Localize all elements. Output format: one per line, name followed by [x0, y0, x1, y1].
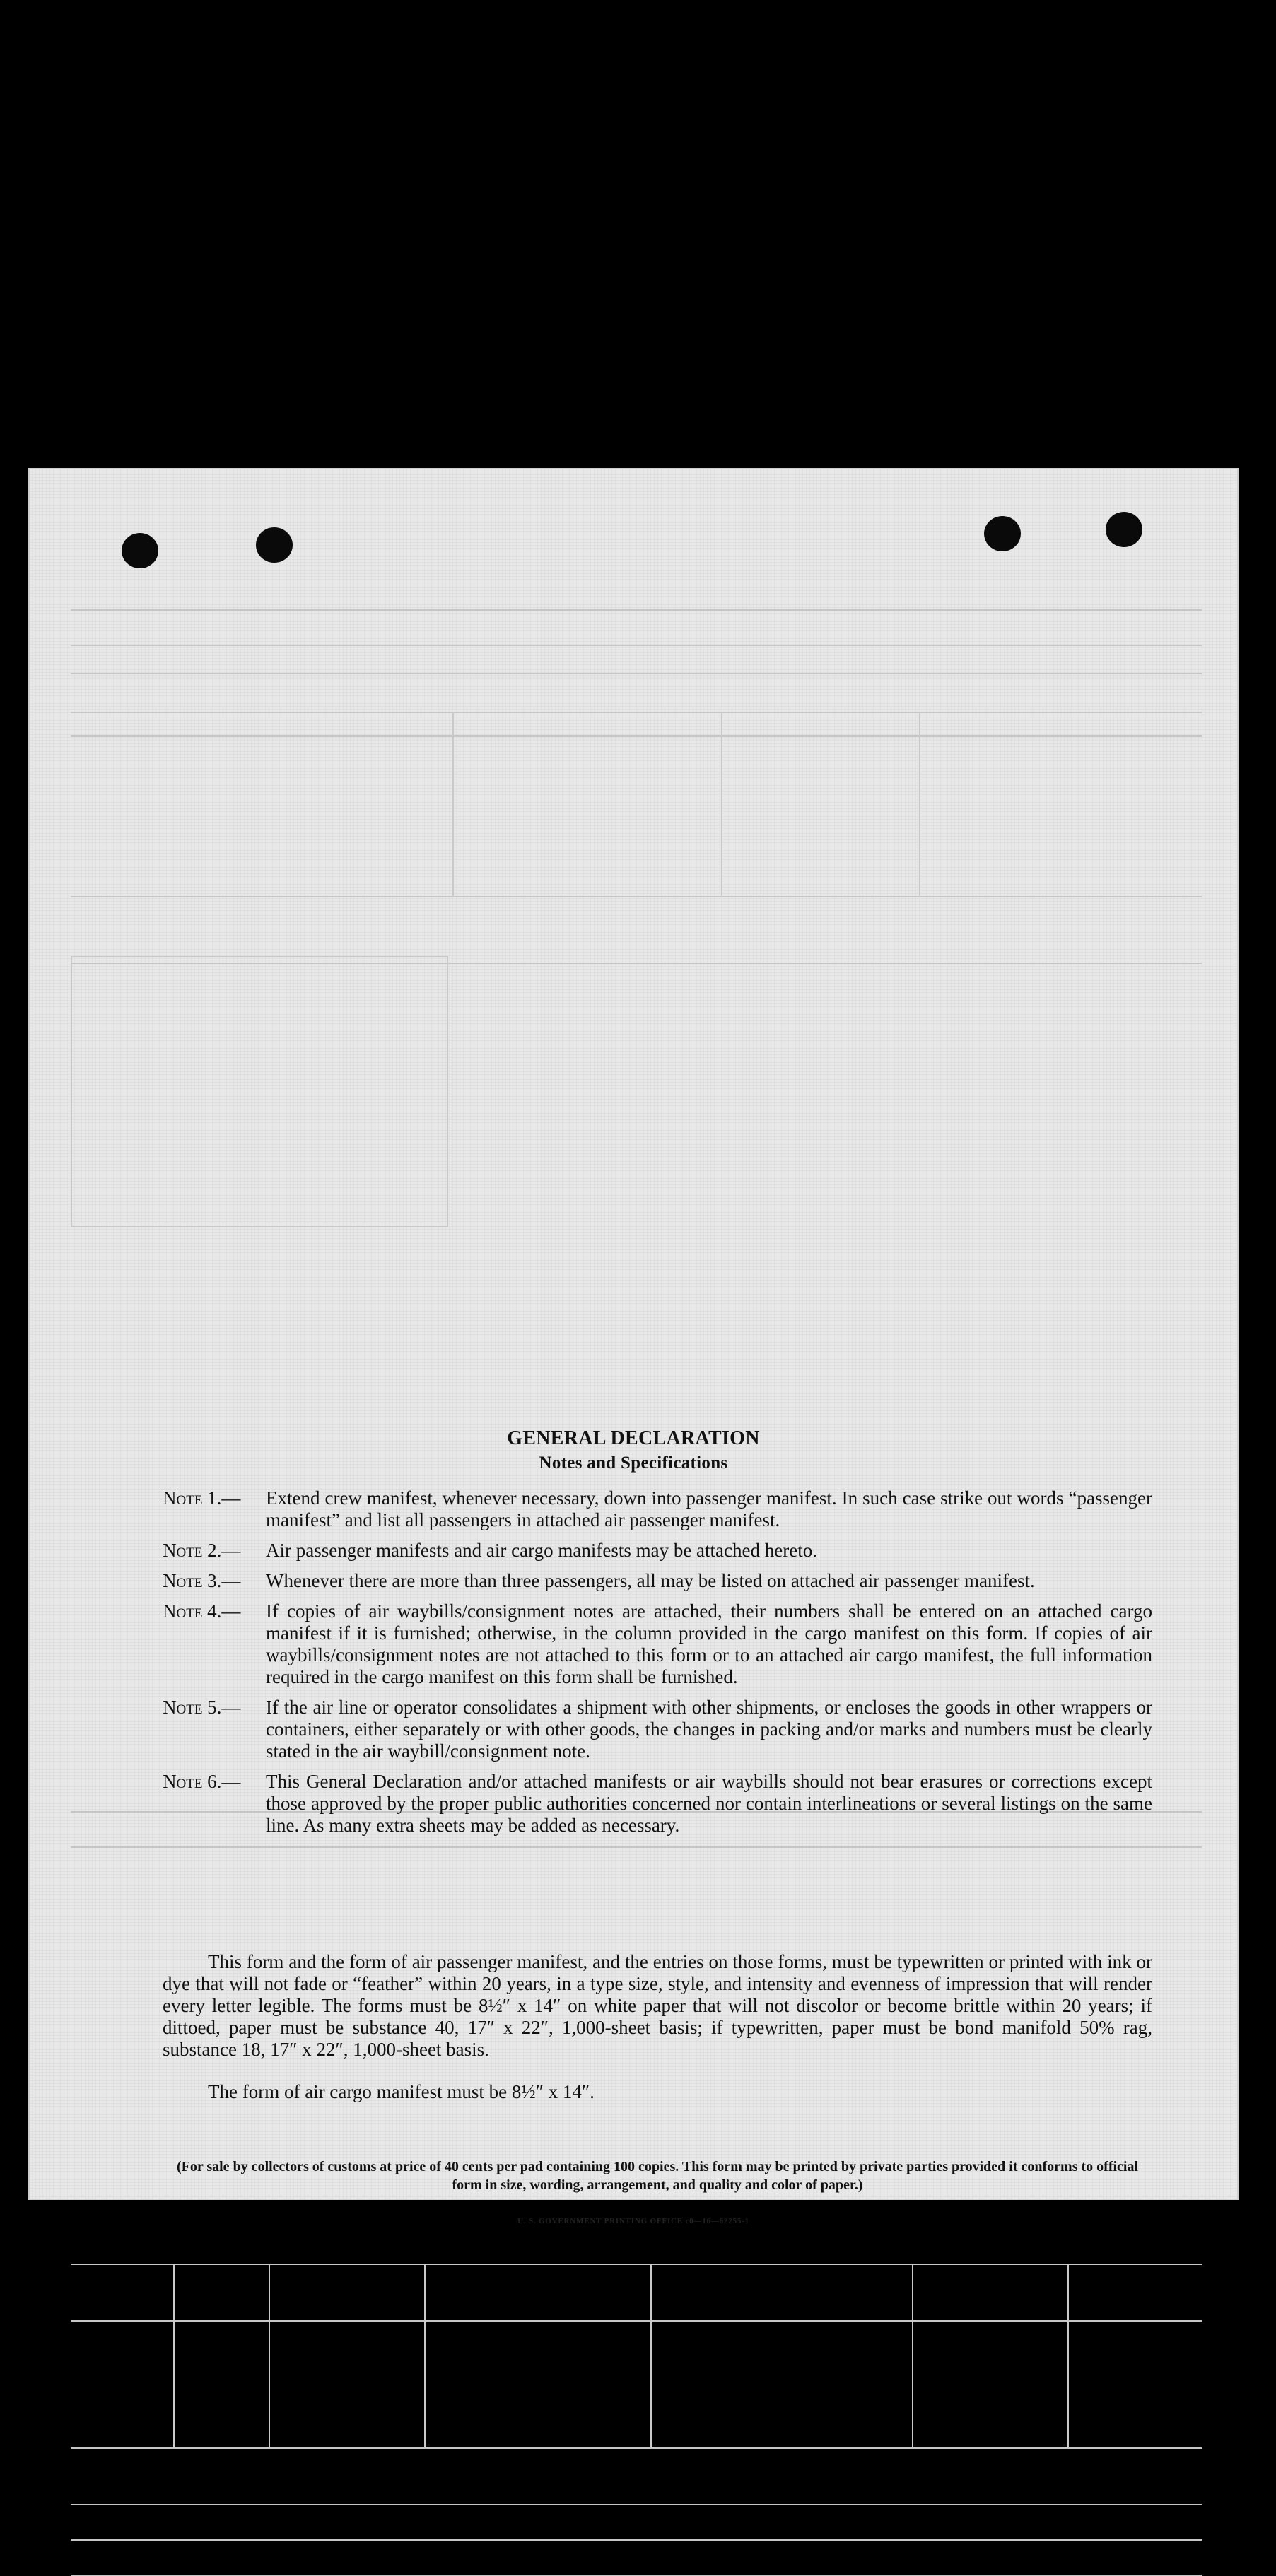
- note-item: [163, 1540, 1152, 1562]
- note-text: If the air line or operator consolidates a shipment with other shipments, or encloses the goods in other wrappers or containers, either separately or with other goods, the changes in packing and/or marks and numbers must be clearly stated in the air waybill/consignment note.: [266, 1697, 1152, 1762]
- note-item: [163, 1487, 1152, 1531]
- cargo-form-size: The form of air cargo manifest must be 8½″ x 14″.: [208, 2081, 595, 2102]
- printing-office-line: U. S. GOVERNMENT PRINTING OFFICE c0—16—62255-1: [517, 2217, 749, 2225]
- note-text: Air passenger manifests and air cargo manifests may be attached hereto.: [266, 1540, 817, 1561]
- note-label: Note 5.—: [163, 1697, 241, 1718]
- note-text: Extend crew manifest, whenever necessary, down into passenger manifest. In such case strike out words “passenger manifest” and list all passengers in attached air passenger manifest.: [266, 1487, 1152, 1530]
- note-label: Note 2.—: [163, 1540, 241, 1561]
- specification-paragraph: This form and the form of air passenger manifest, and the entries on those forms, must be typewritten or printed with ink or dye that will not fade or “feather” within 20 years, in a type size, style, and intensity and evenness of impression that will render every letter legible. The forms must be 8½″ x 14″ on white paper that will not discolor or become brittle within 20 years; if dittoed, paper must be substance 40, 17″ x 22″, 1,000-sheet basis; if typewritten, paper must be bond manifold 50% rag, substance 18, 17″ x 22″, 1,000-sheet basis.: [163, 1951, 1152, 2060]
- note-label: Note 3.—: [163, 1570, 241, 1591]
- punch-hole-left-1: [122, 533, 158, 568]
- document-page: [28, 468, 1239, 2225]
- punch-hole-right-2: [1106, 512, 1142, 547]
- note-text: Whenever there are more than three passengers, all may be listed on attached air passenger manifest.: [266, 1570, 1035, 1591]
- note-label: Note 6.—: [163, 1771, 241, 1792]
- page-title: GENERAL DECLARATION: [507, 1427, 760, 1449]
- note-label: Note 4.—: [163, 1600, 241, 1622]
- note-text: If copies of air waybills/consignment notes are attached, their numbers shall be entered on an attached cargo manifest if it is furnished; otherwise, in the column provided in the cargo manifest on this form. If copies of air waybills/consignment notes are not attached to this form or to an attached air cargo manifest, the full information required in the cargo manifest on this form shall be furnished.: [266, 1600, 1152, 1687]
- sale-notice: (For sale by collectors of customs at price of 40 cents per pad containing 100 copies. This form may be printed by private parties provided it conforms to official form in size, wording, arrangement, and quality and color of paper.): [176, 2159, 1139, 2193]
- note-text: This General Declaration and/or attached manifests or air waybills should not bear erasures or corrections except those approved by the proper public authorities concerned nor contain interlineations or several listings on the same line. As many extra sheets may be added as necessary.: [266, 1771, 1152, 1836]
- note-item: [163, 1771, 1152, 1837]
- notes-list: [163, 1487, 1152, 1845]
- page-subtitle: Notes and Specifications: [539, 1453, 728, 1473]
- punch-hole-right-1: [984, 516, 1021, 551]
- note-item: [163, 1570, 1152, 1592]
- note-item: [163, 1600, 1152, 1688]
- note-label: Note 1.—: [163, 1487, 241, 1509]
- punch-hole-left-2: [256, 527, 293, 563]
- note-item: [163, 1697, 1152, 1762]
